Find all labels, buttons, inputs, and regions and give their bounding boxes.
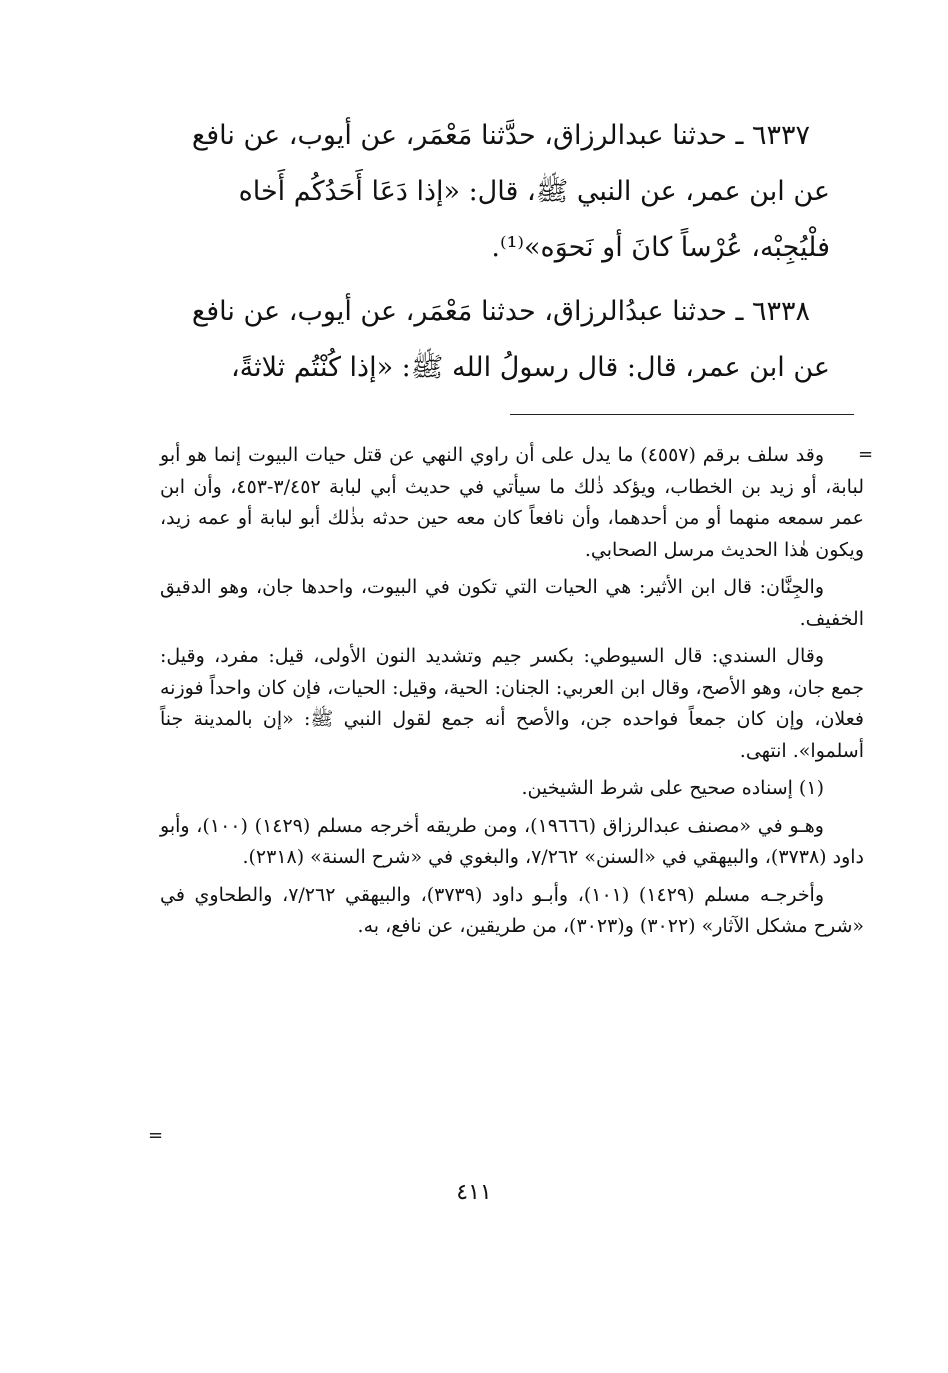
hadith-6338-line-1: ٦٣٣٨ ـ حدثنا عبدُالرزاق، حدثنا مَعْمَر، عن أيوب، عن نافع (191, 296, 810, 327)
hadith-6337-line-1: ٦٣٣٧ ـ حدثنا عبدالرزاق، حدَّثنا مَعْمَر، عن أيوب، عن نافع (191, 120, 810, 151)
footnote-paragraph-2: والجِنَّان: قال ابن الأثير: هي الحيات التي تكون في البيوت، واحدها جان، وهو الدقيق الخفيف. (160, 576, 864, 630)
footnote-paragraph-5: وأخرجـه مسلم (١٤٢٩) (١٠١)، وأبـو داود (٣٧٣٩)، والبيهقي ٧/٢٦٢، والطحاوي في «شرح مشكل الآثار» (٣٠٢٢) و(٣٠٢٣)، من طريقين، عن نافع، به. (160, 883, 864, 937)
footnote-1: (١) إسناده صحيح على شرط الشيخين. (521, 777, 824, 799)
footnote-paragraph-1: وقد سلف برقم (٤٥٥٧) ما يدل على أن راوي النهي عن قتل حيات البيوت إنما هو أبو لبابة، أو زيد بن الخطاب، ويؤكد ذٰلك ما سيأتي في حديث أبي لبابة ٣/٤٥٢-٤٥٣، وأن ابن عمر سمعه منهما أو من أحدهما، وأن نافعاً كان معه حين حدثه بذٰلك أبو لبابة أو عمه زيد، ويكون هٰذا الحديث مرسل الصحابي. (160, 444, 864, 561)
continuation-mark-bottom: = (148, 1125, 164, 1146)
footnote-paragraph-4: وهـو في «مصنف عبدالرزاق (١٩٦٦٦)، ومن طريقه أخرجه مسلم (١٤٢٩) (١٠٠)، وأبو داود (٣٧٣٨)، والبيهقي في «السنن» ٧/٢٦٢، والبغوي في «شرح السنة» (٢٣١٨). (160, 814, 864, 868)
hadith-6338 (150, 284, 830, 396)
hadith-6337 (150, 108, 830, 276)
page-number: ٤١١ (456, 1180, 492, 1205)
footnote-paragraph-3: وقال السندي: قال السيوطي: بكسر جيم وتشديد النون الأولى، قيل: مفرد، وقيل: جمع جان، وهو الأصح، وقال ابن العربي: الجنان: الحية، وقيل: الحيات، فإن كان واحداً فوزنه فعلان، وإن كان جمعاً فواحده جن، والأصح أنه جمع لقول النبي ﷺ: «إن بالمدينة جناً أسلموا». انتهى. (160, 645, 864, 762)
main-text (150, 108, 830, 404)
continuation-mark-top: = (858, 444, 874, 465)
hadith-6337-line-3: فلْيُجِبْه، عُرْساً كانَ أو نَحوَه»⁽¹⁾. (491, 232, 830, 263)
hadith-6338-line-2: عن ابن عمر، قال: قال رسولُ الله ﷺ: «إذا كُنْتُم ثلاثةً، (230, 352, 830, 383)
hadith-6337-line-2: عن ابن عمر، عن النبي ﷺ، قال: «إذا دَعَا أَحَدُكُم أَخاه (238, 176, 830, 207)
footnote-divider (510, 414, 854, 415)
footnotes (160, 440, 864, 949)
